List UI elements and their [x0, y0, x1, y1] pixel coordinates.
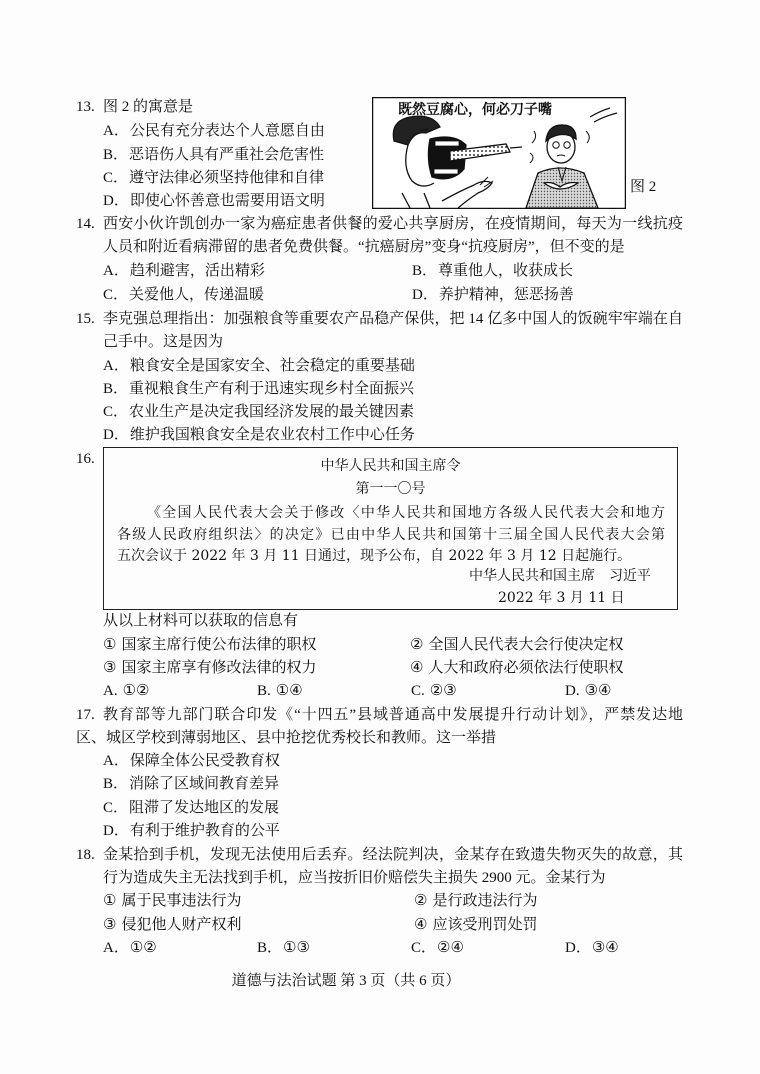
- question-stem-line: 西安小伙许凯创办一家为癌症患者供餐的爱心共享厨房，在疫情期间，每天为一线抗疫: [103, 216, 683, 232]
- option-text: ①④: [275, 683, 303, 699]
- option-label: C．: [103, 287, 129, 303]
- question-number: 16.: [76, 451, 95, 467]
- option-a: [103, 939, 157, 957]
- question-number: 15.: [76, 311, 95, 327]
- option-b: [257, 939, 310, 957]
- statement-text: 人大和政府必须依法行使职权: [428, 660, 624, 676]
- option-text: 遵守法律必须坚持他律和自律: [129, 170, 325, 186]
- statement-marker: ①: [103, 893, 117, 909]
- option-label: A．: [103, 753, 129, 769]
- cartoon-title: 既然豆腐心，何必刀子嘴: [398, 102, 552, 118]
- option-label: B．: [103, 776, 129, 792]
- option-label: D．: [565, 940, 591, 956]
- option-c: [103, 799, 279, 817]
- statement-4: [414, 916, 537, 934]
- statement-marker: ②: [410, 637, 424, 653]
- question-stem-line: 区、城区学校到薄弱地区、县中抢挖优秀校长和教师。这一举措: [76, 730, 497, 746]
- option-text: 公民有充分表达个人意愿自由: [129, 123, 325, 139]
- speaker-upper-teeth: [435, 141, 459, 146]
- cartoon-figure: [372, 97, 626, 209]
- option-text: ①②: [122, 683, 150, 699]
- option-text: ③④: [584, 683, 612, 699]
- statement-1: [103, 892, 241, 910]
- statement-1: [103, 636, 316, 654]
- option-c: [411, 939, 464, 957]
- option-label: C.: [411, 683, 425, 699]
- option-label: A．: [103, 263, 129, 279]
- option-label: B．: [103, 147, 129, 163]
- statement-3: [103, 916, 241, 934]
- option-a: [103, 122, 325, 140]
- option-text: ③④: [591, 940, 619, 956]
- question-number: 17.: [76, 707, 95, 723]
- statement-2: [410, 636, 623, 654]
- option-b: [412, 262, 573, 280]
- statement-text: 应该受刑罚处罚: [432, 917, 538, 933]
- statement-text: 全国人民代表大会行使决定权: [428, 637, 624, 653]
- statement-marker: ③: [103, 917, 117, 933]
- statement-marker: ④: [410, 660, 424, 676]
- option-text: 养护精神，惩恶扬善: [438, 287, 574, 303]
- option-text: ②④: [437, 940, 464, 956]
- option-d: [412, 286, 574, 304]
- order-signature: 中华人民共和国主席 习近平: [469, 568, 651, 584]
- option-d: [103, 822, 280, 840]
- option-text: 维护我国粮食安全是农业农村工作中心任务: [129, 427, 415, 443]
- order-number: 第一一〇号: [355, 481, 426, 497]
- option-text: 趋利避害，活出精彩: [129, 263, 265, 279]
- statement-2: [414, 892, 537, 910]
- option-text: ②③: [429, 683, 457, 699]
- question-number: 14.: [76, 216, 95, 232]
- option-c: [103, 169, 324, 187]
- page-footer: 道德与法治试题 第 3 页（共 6 页）: [231, 973, 461, 989]
- option-label: B．: [257, 940, 283, 956]
- option-text: ①③: [283, 940, 310, 956]
- question-stem-line: 教育部等九部门联合印发《“十四五”县域普通高中发展提升行动计划》，严禁发达地: [103, 707, 683, 723]
- option-a: [103, 357, 415, 375]
- statement-3: [103, 659, 316, 677]
- option-b: [103, 380, 414, 398]
- presidential-order-box: [103, 447, 678, 610]
- option-b: [103, 146, 324, 164]
- option-d: [103, 426, 415, 444]
- option-label: C．: [103, 800, 129, 816]
- question-stem-line: 行为造成失主无法找到手机，应当按折旧价赔偿失主损失 2900 元。金某行为: [103, 870, 606, 886]
- option-label: A．: [103, 358, 129, 374]
- option-d: [565, 682, 612, 700]
- option-label: D．: [412, 287, 438, 303]
- option-text: ①②: [129, 940, 157, 956]
- option-text: 即使心怀善意也需要用语文明: [129, 193, 325, 209]
- statement-marker: ④: [414, 917, 428, 933]
- question-stem-line: 人员和附近看病滞留的患者免费供餐。“抗癌厨房”变身“抗疫厨房”，但不变的是: [103, 239, 625, 255]
- option-text: 消除了区域间教育差异: [129, 776, 280, 792]
- option-text: 重视粮食生产有利于迅速实现乡村全面振兴: [129, 381, 415, 397]
- statement-text: 国家主席行使公布法律的职权: [121, 637, 317, 653]
- speaker-lower-teeth: [434, 169, 458, 174]
- option-label: C．: [411, 940, 437, 956]
- order-body-line: 各级人民政府组织法〉的决定》已由中华人民共和国第十三届全国人民代表大会第: [117, 527, 665, 543]
- option-text: 农业生产是决定我国经济发展的最关键因素: [129, 404, 415, 420]
- question-stem: 图 2 的寓意是: [103, 99, 194, 115]
- option-label: A.: [103, 683, 118, 699]
- option-b: [257, 682, 303, 700]
- order-date: 2022 年 3 月 11 日: [498, 590, 625, 606]
- option-label: B．: [412, 263, 438, 279]
- option-label: D.: [565, 683, 580, 699]
- option-text: 粮食安全是国家安全、社会稳定的重要基础: [129, 358, 415, 374]
- option-label: B．: [103, 381, 129, 397]
- option-label: B.: [257, 683, 271, 699]
- option-label: D．: [103, 823, 129, 839]
- option-label: A．: [103, 940, 129, 956]
- option-text: 有利于维护教育的公平: [129, 823, 280, 839]
- option-d: [565, 939, 619, 957]
- option-a: [103, 262, 265, 280]
- option-text: 恶语伤人具有严重社会危害性: [129, 147, 325, 163]
- question-stem: 从以上材料可以获取的信息有: [103, 613, 299, 629]
- question-number: 13.: [76, 99, 95, 115]
- option-c: [411, 682, 457, 700]
- option-c: [103, 286, 264, 304]
- figure-label: 图 2: [630, 179, 657, 195]
- option-a: [103, 682, 150, 700]
- order-body-line: 《全国人民代表大会关于修改〈中华人民共和国地方各级人民代表大会和地方: [147, 505, 665, 521]
- question-stem-line: 己手中。这是因为: [103, 334, 224, 350]
- statement-text: 属于民事违法行为: [121, 893, 242, 909]
- option-label: D．: [103, 193, 129, 209]
- option-text: 关爱他人，传递温暖: [129, 287, 265, 303]
- statement-text: 国家主席享有修改法律的权力: [121, 660, 317, 676]
- option-a: [103, 752, 280, 770]
- statement-text: 侵犯他人财产权利: [121, 917, 242, 933]
- question-stem-line: 金某拾到手机，发现无法使用后丢弃。经法院判决，金某存在致遗失物灭失的故意，其: [103, 847, 683, 863]
- option-b: [103, 775, 279, 793]
- statement-marker: ②: [414, 893, 428, 909]
- option-text: 尊重他人，收获成长: [438, 263, 574, 279]
- order-body-line: 五次会议于 2022 年 3 月 11 日通过，现予公布，自 2022 年 3 月 12 日起施行。: [117, 548, 632, 564]
- statement-text: 是行政违法行为: [432, 893, 538, 909]
- question-number: 18.: [76, 847, 95, 863]
- option-label: C．: [103, 404, 129, 420]
- order-title: 中华人民共和国主席令: [320, 458, 461, 474]
- statement-4: [410, 659, 623, 677]
- option-label: A．: [103, 123, 129, 139]
- option-text: 阻滞了发达地区的发展: [129, 800, 280, 816]
- option-c: [103, 403, 414, 421]
- option-label: C．: [103, 170, 129, 186]
- statement-marker: ①: [103, 637, 117, 653]
- option-text: 保障全体公民受教育权: [129, 753, 280, 769]
- option-d: [103, 192, 325, 210]
- question-stem-line: 李克强总理指出：加强粮食等重要农产品稳产保供，把 14 亿多中国人的饭碗牢牢端在自: [103, 311, 683, 327]
- option-label: D．: [103, 427, 129, 443]
- statement-marker: ③: [103, 660, 117, 676]
